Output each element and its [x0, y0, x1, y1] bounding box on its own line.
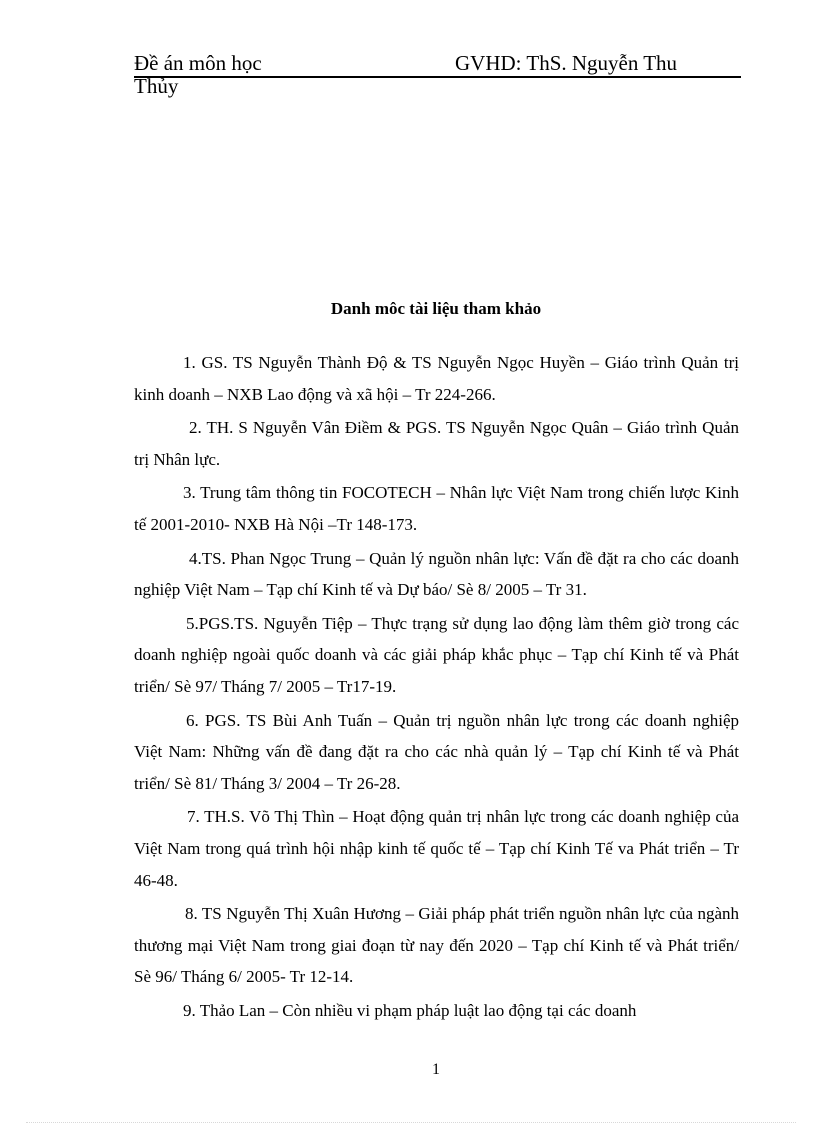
header-supervisor-continuation: Thủy — [134, 74, 179, 98]
reference-item: 2. TH. S Nguyễn Vân Điềm & PGS. TS Nguyễn Ngọc Quân – Giáo trình Quản trị Nhân lực. — [134, 418, 739, 469]
reference-item: 6. PGS. TS Bùi Anh Tuấn – Quản trị nguồn nhân lực trong các doanh nghiệp Việt Nam: Những vấn đề đang đặt ra cho các nhà quản lý – Tạp chí Kinh tế và Phát triển/ Sè 81/ Tháng 3/ 2004 – Tr 26-28. — [134, 710, 739, 793]
page-number: 1 — [432, 1061, 440, 1078]
header-course-title: Đề án môn học — [134, 51, 262, 75]
reference-item: 3. Trung tâm thông tin FOCOTECH – Nhân lực Việt Nam trong chiến lược Kinh tế 2001-2010- NXB Hà Nội –Tr 148-173. — [134, 483, 739, 534]
reference-item: 8. TS Nguyễn Thị Xuân Hương – Giải pháp phát triển nguồn nhân lực của ngành thương mại Việt Nam trong giai đoạn từ nay đến 2020 – Tạp chí Kinh tế và Phát triển/ Sè 96/ Tháng 6/ 2005- Tr 12-14. — [134, 904, 739, 987]
reference-list — [134, 347, 739, 1026]
header-supervisor: GVHD: ThS. Nguyễn Thu — [455, 51, 678, 75]
reference-item: 5.PGS.TS. Nguyễn Tiệp – Thực trạng sử dụng lao động làm thêm giờ trong các doanh nghiệp ngoài quốc doanh và các giải pháp khắc phục – Tạp chí Kinh tế và Phát triển/ Sè 97/ Tháng 7/ 2005 – Tr17-19. — [134, 613, 739, 696]
page-header — [134, 50, 741, 78]
reference-item: 4.TS. Phan Ngọc Trung – Quản lý nguồn nhân lực: Vấn đề đặt ra cho các doanh nghiệp Việt Nam – Tạp chí Kinh tế và Dự báo/ Sè 8/ 2005 – Tr 31. — [134, 548, 739, 600]
page-title: Danh môc tài liệu tham khảo — [330, 299, 542, 318]
reference-item: 7. TH.S. Võ Thị Thìn – Hoạt động quản trị nhân lực trong các doanh nghiệp của Việt Nam trong quá trình hội nhập kinh tế quốc tế – Tạp chí Kinh Tế va Phát triển – Tr 46-48. — [134, 807, 739, 890]
reference-item: 1. GS. TS Nguyễn Thành Độ & TS Nguyễn Ngọc Huyền – Giáo trình Quản trị kinh doanh – NXB Lao động và xã hội – Tr 224-266. — [134, 353, 739, 404]
reference-item: 9. Thảo Lan – Còn nhiều vi phạm pháp luật lao động tại các doanh — [183, 1000, 637, 1020]
